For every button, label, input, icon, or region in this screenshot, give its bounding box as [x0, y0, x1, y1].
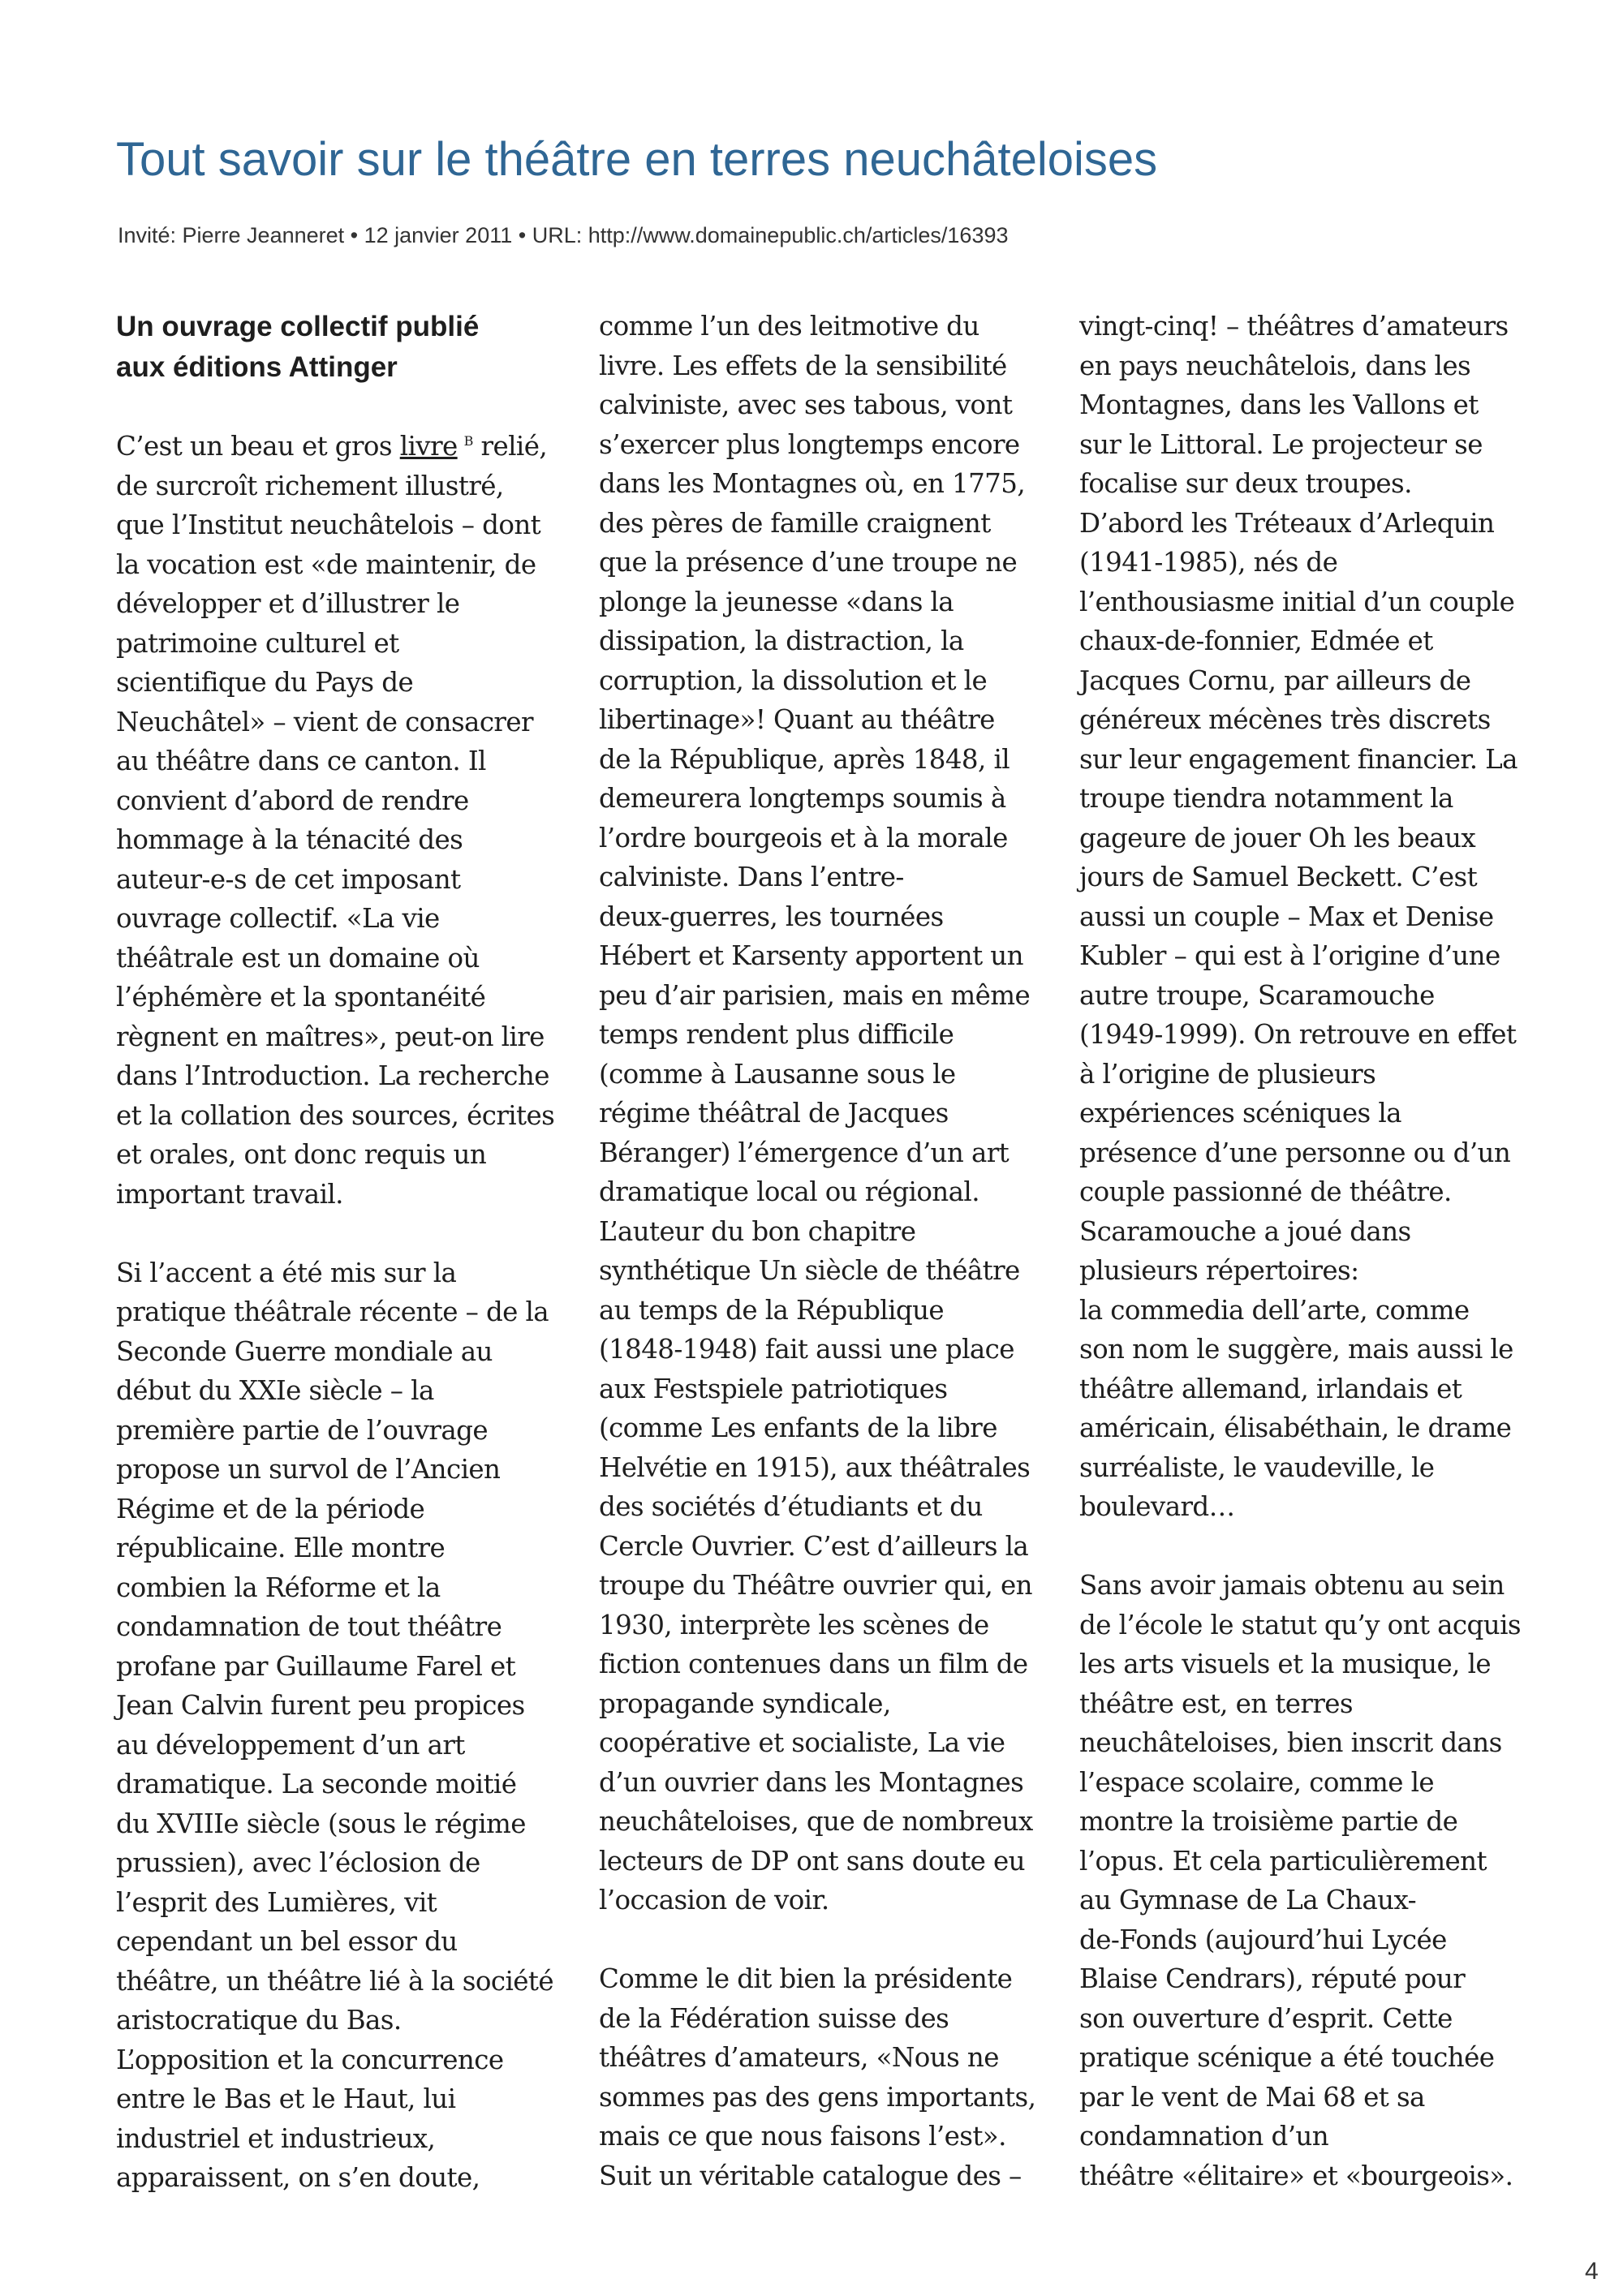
text-line: que l’Institut neuchâtelois – dont — [116, 510, 541, 540]
paragraph — [1079, 1566, 1530, 2195]
text-line: corruption, la dissolution et le — [599, 664, 988, 696]
text-line: de surcroît richement illustré, — [116, 470, 504, 501]
text-line: cependant un bel essor du — [116, 1926, 458, 1957]
text-line: républicaine. Elle montre — [116, 1533, 446, 1563]
text-line: au Gymnase de La Chaux- — [1079, 1885, 1417, 1915]
text-line: libertinage»! Quant au théâtre — [599, 704, 995, 735]
text-line: début du XXIe siècle – la — [116, 1375, 434, 1406]
text-line: Scaramouche a joué dans — [1079, 1215, 1411, 1247]
text-line: son nom le suggère, mais aussi le — [1079, 1334, 1513, 1365]
text-line: L’auteur du bon chapitre — [599, 1215, 916, 1247]
text-line: gageure de jouer Oh les beaux — [1079, 822, 1476, 853]
text-line: surréaliste, le vaudeville, le — [1079, 1451, 1435, 1483]
footnote-marker[interactable]: B — [463, 433, 473, 449]
text-line: dramatique. La seconde moitié — [116, 1769, 517, 1799]
text-line: présence d’une personne ou d’un — [1079, 1137, 1511, 1168]
text-line: couple passionné de théâtre. — [1079, 1176, 1452, 1207]
text-segment: C’est un beau et gros — [116, 431, 400, 462]
text-line: Cercle Ouvrier. C’est d’ailleurs la — [599, 1530, 1029, 1562]
text-line: scientifique du Pays de — [116, 667, 414, 698]
text-line: D’abord les Tréteaux d’Arlequin — [1079, 507, 1495, 539]
text-line: dans les Montagnes où, en 1775, — [599, 468, 1026, 499]
text-line: mais ce que nous faisons l’est». — [599, 2121, 1006, 2152]
text-line: de l’école le statut qu’y ont acquis — [1079, 1609, 1521, 1640]
text-line: Montagnes, dans les Vallons et — [1079, 389, 1479, 420]
text-line: Helvétie en 1915), aux théâtrales — [599, 1451, 1031, 1483]
text-line: 1930, interprète les scènes de — [599, 1609, 989, 1640]
text-line: focalise sur deux troupes. — [1079, 468, 1412, 499]
text-line: de-Fonds (aujourd’hui Lycée — [1079, 1924, 1447, 1955]
text-line: patrimoine culturel et — [116, 627, 399, 659]
text-line: condamnation d’un — [1079, 2121, 1329, 2152]
text-line: et la collation des sources, écrites — [116, 1099, 555, 1131]
text-line: profane par Guillaume Farel et — [116, 1650, 516, 1682]
text-line: montre la troisième partie de — [1079, 1806, 1458, 1837]
paragraph — [116, 427, 566, 1214]
text-line: et orales, ont donc requis un — [116, 1139, 487, 1170]
column-2 — [599, 307, 1049, 2195]
text-line: propagande syndicale, — [599, 1688, 891, 1719]
text-line: propose un survol de l’Ancien — [116, 1454, 501, 1485]
text-line: aussi un couple – Max et Denise — [1079, 901, 1494, 932]
column-3 — [1079, 307, 1530, 2195]
article-subheading — [116, 307, 566, 388]
text-line: Neuchâtel» – vient de consacrer — [116, 706, 533, 737]
text-line: (1949-1999). On retrouve en effet — [1079, 1019, 1517, 1050]
text-line: demeurera longtemps soumis à — [599, 783, 1006, 814]
livre-link[interactable]: livre — [399, 431, 458, 462]
text-line: dramatique local ou régional. — [599, 1176, 979, 1207]
text-line: comme l’un des leitmotive du — [599, 311, 979, 342]
text-line: Jacques Cornu, par ailleurs de — [1079, 664, 1471, 696]
text-line: sur le Littoral. Le projecteur se — [1079, 428, 1483, 460]
text-line: en pays neuchâtelois, dans les — [1079, 350, 1471, 381]
text-line: expériences scéniques la — [1079, 1098, 1401, 1129]
paragraph — [1079, 307, 1530, 1527]
text-line: Sans avoir jamais obtenu au sein — [1079, 1570, 1505, 1601]
text-line: Seconde Guerre mondiale au — [116, 1335, 493, 1367]
text-line: théâtrale est un domaine où — [116, 942, 480, 974]
text-line: les arts visuels et la musique, le — [1079, 1649, 1492, 1679]
text-line: industriel et industrieux, — [116, 2122, 436, 2154]
text-line: l’opus. Et cela particulièrement — [1079, 1845, 1487, 1877]
text-line: autre troupe, Scaramouche — [1079, 979, 1435, 1011]
text-line: de la Fédération suisse des — [599, 2002, 949, 2034]
text-line: dissipation, la distraction, la — [599, 626, 964, 656]
text-line: Comme le dit bien la présidente — [599, 1963, 1013, 1994]
text-line: prussien), avec l’éclosion de — [116, 1847, 480, 1878]
paragraph — [116, 1253, 566, 2198]
text-line: condamnation de tout théâtre — [116, 1611, 502, 1642]
text-line: sur leur engagement financier. La — [1079, 743, 1518, 775]
text-line: pratique théâtrale récente – de la — [116, 1296, 549, 1327]
text-line: l’esprit des Lumières, vit — [116, 1886, 437, 1918]
text-line: dans l’Introduction. La recherche — [116, 1060, 549, 1091]
text-line: important travail. — [116, 1178, 343, 1210]
text-line: au temps de la République — [599, 1294, 945, 1326]
text-line: de la République, après 1848, il — [599, 743, 1010, 775]
text-line: calviniste. Dans l’entre- — [599, 862, 904, 892]
text-line: deux-guerres, les tournées — [599, 901, 944, 932]
text-line: lecteurs de DP ont sans doute eu — [599, 1845, 1026, 1877]
text-line: entre le Bas et le Haut, lui — [116, 2083, 456, 2114]
text-line: régime théâtral de Jacques — [599, 1098, 949, 1129]
text-line: coopérative et socialiste, La vie — [599, 1727, 1005, 1758]
text-line: pratique scénique a été touchée — [1079, 2042, 1495, 2073]
text-line: Suit un véritable catalogue des – — [599, 2160, 1022, 2191]
text-line: vingt-cinq! – théâtres d’amateurs — [1079, 311, 1509, 342]
text-line: la vocation est «de maintenir, de — [116, 548, 536, 580]
text-line: par le vent de Mai 68 et sa — [1079, 2081, 1425, 2113]
text-line: théâtre est, en terres — [1079, 1688, 1353, 1719]
text-line: boulevard… — [1079, 1491, 1235, 1522]
text-line: sommes pas des gens importants, — [599, 2081, 1036, 2113]
text-line: l’occasion de voir. — [599, 1885, 829, 1915]
text-line: l’éphémère et la spontanéité — [116, 982, 486, 1013]
text-line: temps rendent plus difficile — [599, 1019, 954, 1050]
text-line: que la présence d’une troupe ne — [599, 547, 1018, 578]
text-segment: relié, — [472, 431, 548, 462]
text-line: Blaise Cendrars), réputé pour — [1079, 1963, 1466, 1994]
text-line: apparaissent, on s’en doute, — [116, 2162, 480, 2193]
text-line: Régime et de la période — [116, 1493, 425, 1524]
text-line: des pères de famille craignent — [599, 507, 991, 539]
paragraph — [599, 1959, 1049, 2195]
text-line: l’enthousiasme initial d’un couple — [1079, 586, 1515, 617]
text-line: plusieurs répertoires: — [1079, 1255, 1359, 1286]
text-line: ouvrage collectif. «La vie — [116, 903, 440, 934]
text-line: Hébert et Karsenty apportent un — [599, 940, 1023, 971]
text-line: des sociétés d’étudiants et du — [599, 1491, 983, 1522]
text-line: théâtres d’amateurs, «Nous ne — [599, 2042, 999, 2073]
text-line: (comme Les enfants de la libre — [599, 1412, 997, 1443]
text-line: aristocratique du Bas. — [116, 2005, 402, 2036]
text-line: l’espace scolaire, comme le — [1079, 1766, 1435, 1798]
text-line: règnent en maîtres», peut-on lire — [116, 1021, 545, 1052]
text-line: troupe tiendra notamment la — [1079, 783, 1453, 814]
text-line: livre. Les effets de la sensibilité — [599, 350, 1007, 381]
text-line: neuchâteloises, bien inscrit dans — [1079, 1727, 1502, 1758]
column-1 — [116, 307, 566, 2198]
text-line: jours de Samuel Beckett. C’est — [1079, 862, 1478, 892]
text-line: (1848-1948) fait aussi une place — [599, 1334, 1014, 1365]
text-line: L’opposition et la concurrence — [116, 2044, 504, 2075]
text-line: Béranger) l’émergence d’un art — [599, 1137, 1010, 1168]
text-line: généreux mécènes très discrets — [1079, 704, 1491, 735]
text-line: son ouverture d’esprit. Cette — [1079, 2002, 1453, 2034]
text-line: l’ordre bourgeois et à la morale — [599, 822, 1008, 853]
paragraph — [599, 307, 1049, 1920]
text-line: troupe du Théâtre ouvrier qui, en — [599, 1570, 1032, 1601]
text-line — [116, 427, 566, 467]
subheading-line: Un ouvrage collectif publié — [116, 311, 480, 342]
text-line: hommage à la ténacité des — [116, 824, 463, 855]
text-line: théâtre allemand, irlandais et — [1079, 1373, 1462, 1404]
subheading-line: aux éditions Attinger — [116, 351, 398, 383]
text-line: théâtre «élitaire» et «bourgeois». — [1079, 2160, 1513, 2191]
text-line: synthétique Un siècle de théâtre — [599, 1255, 1020, 1286]
article-title: Tout savoir sur le théâtre en terres neuchâteloises — [116, 133, 1158, 186]
text-line: combien la Réforme et la — [116, 1572, 441, 1603]
text-line: développer et d’illustrer le — [116, 588, 460, 619]
text-line: à l’origine de plusieurs — [1079, 1058, 1376, 1090]
text-line: (comme à Lausanne sous le — [599, 1058, 956, 1090]
text-line: s’exercer plus longtemps encore — [599, 428, 1020, 460]
text-line: fiction contenues dans un film de — [599, 1649, 1028, 1679]
text-line: première partie de l’ouvrage — [116, 1414, 488, 1446]
page-number: 4 — [1585, 2258, 1599, 2285]
text-line: théâtre, un théâtre lié à la société — [116, 1965, 553, 1997]
article-meta: Invité: Pierre Jeanneret • 12 janvier 2011 • URL: http://www.domainepublic.ch/articles/16393 — [118, 223, 1009, 247]
text-line: aux Festspiele patriotiques — [599, 1373, 948, 1404]
text-line: (1941-1985), nés de — [1079, 547, 1338, 578]
text-line: peu d’air parisien, mais en même — [599, 979, 1031, 1011]
text-line: plonge la jeunesse «dans la — [599, 586, 954, 617]
text-line: la commedia dell’arte, comme — [1079, 1294, 1470, 1326]
text-line: au développement d’un art — [116, 1729, 465, 1761]
text-line: Jean Calvin furent peu propices — [116, 1690, 525, 1721]
text-line: auteur-e-s de cet imposant — [116, 863, 461, 895]
text-line: neuchâteloises, que de nombreux — [599, 1806, 1033, 1837]
text-line: Si l’accent a été mis sur la — [116, 1257, 457, 1288]
text-line: Kubler – qui est à l’origine d’une — [1079, 940, 1500, 971]
text-line: calviniste, avec ses tabous, vont — [599, 389, 1013, 420]
text-line: du XVIIIe siècle (sous le régime — [116, 1808, 526, 1839]
text-line: convient d’abord de rendre — [116, 785, 469, 816]
text-line: au théâtre dans ce canton. Il — [116, 746, 486, 776]
text-line: chaux-de-fonnier, Edmée et — [1079, 626, 1433, 656]
text-line: d’un ouvrier dans les Montagnes — [599, 1766, 1024, 1798]
text-line: américain, élisabéthain, le drame — [1079, 1412, 1512, 1443]
